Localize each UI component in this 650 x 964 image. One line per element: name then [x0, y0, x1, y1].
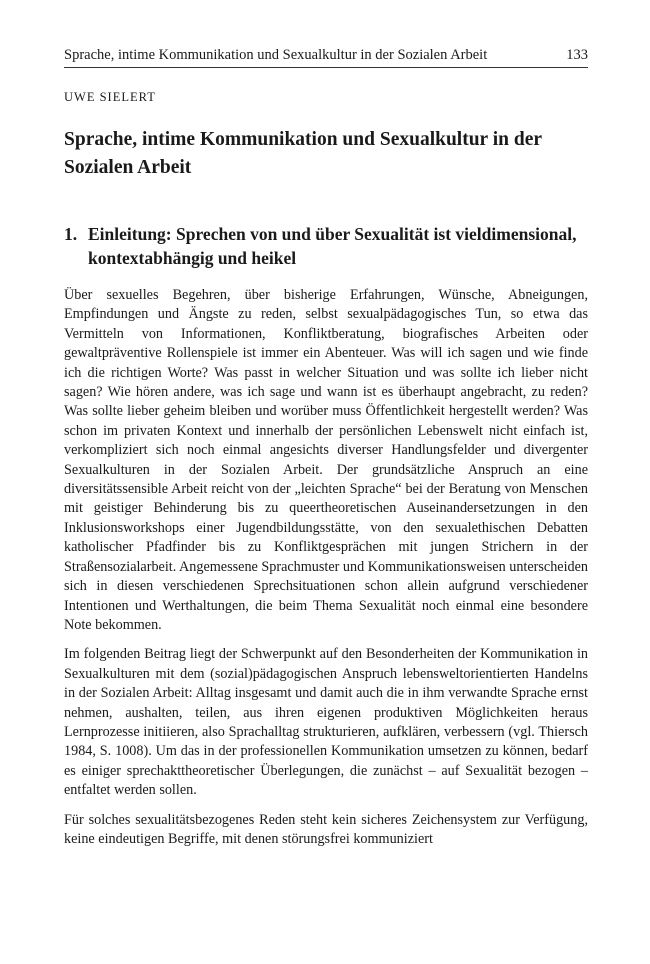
running-head-title: Sprache, intime Kommunikation und Sexualkultur in der Sozialen Arbeit [64, 47, 488, 63]
chapter-title: Sprache, intime Kommunikation und Sexualkultur in der Sozialen Arbeit [64, 129, 542, 178]
paragraph: Im folgenden Beitrag liegt der Schwerpunkt auf den Besonderheiten der Kommunikation in Sexualkulturen mit dem (sozial)pädagogischen Anspruch lebensweltorientierten Handelns in der Sozialen Arbeit: Alltag insgesamt und damit auch die in ihm verwandte Sprache ernst nehmen, aushalten, teilen, aus ihren eigenen produktiven Möglichkeiten heraus Lernprozesse initiieren, also Sprachalltag strukturieren, aufklären, verbessern (vgl. Thiersch 1984, S. 1008). Um das in der professionellen Kommunikation umsetzen zu können, bedarf es einiger sprechakttheoretischer Überlegungen, die zunächst – auf Sexualität bezogen – entfaltet werden sollen. [64, 646, 588, 799]
body-text [64, 286, 588, 849]
page-number: 133 [566, 47, 588, 63]
paragraph: Für solches sexualitätsbezogenes Reden steht kein sicheres Zeichensystem zur Verfügung, keine eindeutigen Begriffe, mit denen störungsfrei kommuniziert [64, 811, 588, 847]
paragraph: Über sexuelles Begehren, über bisherige Erfahrungen, Wünsche, Abneigungen, Empfindungen und Ängste zu reden, selbst sexualpädagogisches Tun, so etwa das Vermitteln von Informationen, Konfliktberatung, biografisches Arbeiten oder gewaltpräventive Rollenspiele ist immer ein Abenteuer. Was will ich sagen und wie finde ich die richtigen Worte? Was passt in welcher Situation und was sollte ich lieber nicht sagen? Wie hören andere, was ich sage und wann ist es überhaupt angebracht, zu reden? Was sollte lieber geheim bleiben und worüber muss Öffentlichkeit hergestellt werden? Was schon im privaten Kontext und innerhalb der persönlichen Lebenswelt nicht einfach ist, verkompliziert sich noch einmal angesichts diverser Handlungsfelder und divergenter Sexualkulturen in der Sozialen Arbeit. Der grundsätzliche Anspruch an eine diversitätssensible Arbeit reicht von der „leichten Sprache“ bei der Beratung von Menschen mit geistiger Behinderung bis zu queertheoretischen Auseinandersetzungen in den Inklusionsworkshops einer Jugendbildungsstätte, von den sexualethischen Debatten katholischer Pfadfinder bis zu Konfliktgesprächen mit jungen Strichern in der Straßensozialarbeit. Angemessene Sprachmuster und Kommunikationsweisen unterscheiden sich in diesen verschiedenen Sprechsituationen schon allein aufgrund verschiedener Intentionen und Werthaltungen, die beim Thema Sexualität noch einmal eine besondere Note bekommen. [64, 287, 589, 633]
running-head [64, 0, 588, 68]
section-heading [64, 222, 588, 270]
author-name: UWE SIELERT [64, 90, 156, 104]
section-title: Einleitung: Sprechen von und über Sexualität ist vieldimensional, kontextabhängig und heikel [88, 224, 577, 268]
section-number: 1. [64, 224, 78, 244]
